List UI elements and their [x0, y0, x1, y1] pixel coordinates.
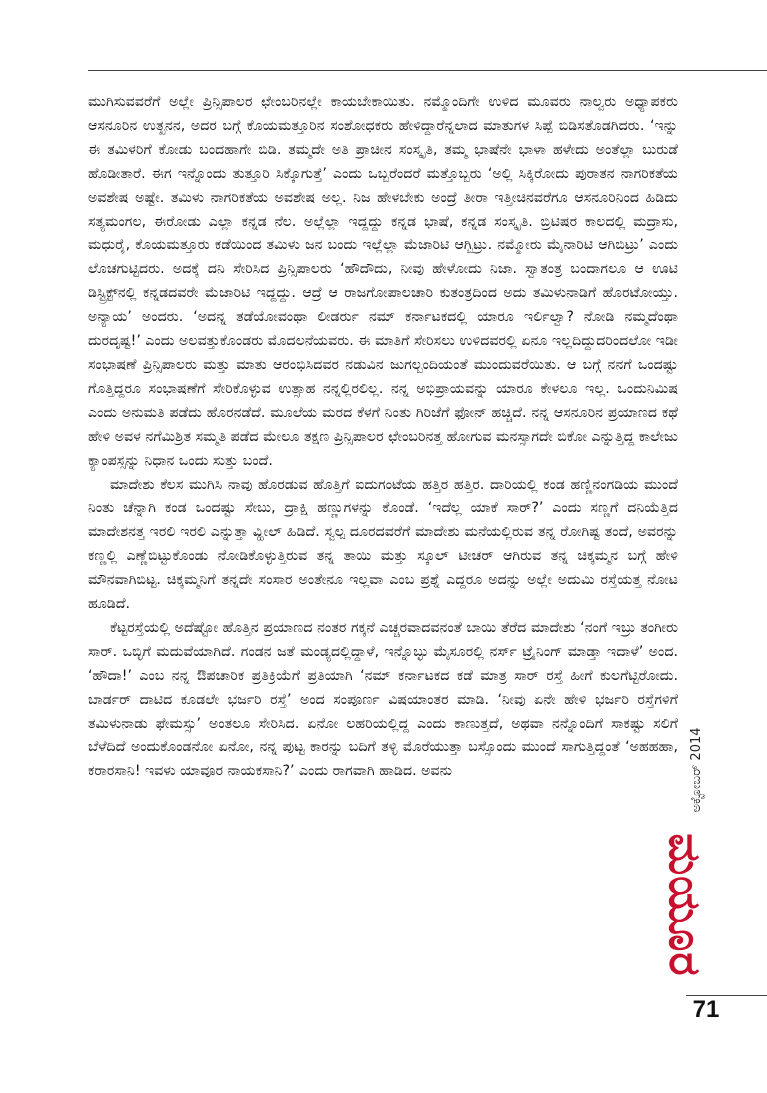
issue-date: ಅಕ್ಟೋಬರ್ 2014: [689, 727, 704, 813]
page-number: 71: [692, 996, 720, 1023]
article-paragraph-2: ಮಾದೇಶು ಕೆಲಸ ಮುಗಿಸಿ ನಾವು ಹೊರಡುವ ಹೊತ್ತಿಗೆ ಐದುಗಂಟೆಯ ಹತ್ತಿರ ಹತ್ತಿರ. ದಾರಿಯಲ್ಲಿ ಕಂಡ ಹಣ್ಣಿನಂಗಡಿಯ ಮುಂದೆ ನಿಂತು ಚೆನ್ನಾಗಿ ಕಂಡ ಒಂದಷ್ಟು ಸೇಬು, ದ್ರಾಕ್ಷಿ ಹಣ್ಣುಗಳನ್ನು ಕೊಂಡೆ. ‘ಇದೆಲ್ಲ ಯಾಕೆ ಸಾರ್?’ ಎಂದು ಸಣ್ಣಗೆ ದನಿಯೆತ್ತಿದ ಮಾದೇಶನತ್ತ ಇರಲಿ ಇರಲಿ ಎನ್ನುತ್ತಾ ವ್ಹೀಲ್ ಹಿಡಿದೆ. ಸ್ವಲ್ಪ ದೂರದವರೆಗೆ ಮಾದೇಶು ಮನೆಯಲ್ಲಿರುವ ತನ್ನ ರೋಗಿಷ್ಟ ತಂದೆ, ಅವರನ್ನು ಕಣ್ಣಲ್ಲಿ ಎಣ್ಣೆಬಿಟ್ಟುಕೊಂಡು ನೋಡಿಕೊಳ್ಳುತ್ತಿರುವ ತನ್ನ ತಾಯಿ ಮತ್ತು ಸ್ಕೂಲ್ ಟೀಚರ್ ಆಗಿರುವ ತನ್ನ ಚಿಕ್ಕಮ್ಮನ ಬಗ್ಗೆ ಹೇಳಿ ಮೌನವಾಗಿಬಿಟ್ಟ. ಚಿಕ್ಕಮ್ಮನಿಗೆ ತನ್ನದೇ ಸಂಸಾರ ಅಂತೇನೂ ಇಲ್ಲವಾ ಎಂಬ ಪ್ರಶ್ನೆ ಎದ್ದರೂ ಅದನ್ನು ಅಲ್ಲೇ ಅದುಮಿ ರಸ್ತೆಯತ್ತ ನೋಟ ಹೂಡಿದೆ.: [88, 476, 678, 613]
header-rule: [88, 70, 767, 71]
article-paragraph-1: ಮುಗಿಸುವವರೆಗೆ ಅಲ್ಲೇ ಪ್ರಿನ್ಸಿಪಾಲರ ಛೇಂಬರಿನಲ್ಲೇ ಕಾಯಬೇಕಾಯಿತು. ನಮ್ಮೊಂದಿಗೇ ಉಳಿದ ಮೂವರು ನಾಲ್ವರು ಅಧ್ಯಾಪಕರು ಆಸನೂರಿನ ಉತ್ಖನನ, ಅದರ ಬಗ್ಗೆ ಕೊಯಮತ್ತೂರಿನ ಸಂಶೋಧಕರು ಹೇಳಿದ್ದಾರೆನ್ನಲಾದ ಮಾತುಗಳ ಸಿಪ್ಪೆ ಬಿಡಿಸತೊಡಗಿದರು. ‘ಇನ್ನು ಈ ತಮಿಳರಿಗೆ ಕೋಡು ಬಂದಹಾಗೇ ಬಿಡಿ. ತಮ್ಮದೇ ಅತಿ ಪ್ರಾಚೀನ ಸಂಸ್ಕೃತಿ, ತಮ್ಮ ಭಾಷೆನೇ ಭಾಳಾ ಹಳೇದು ಅಂತೆಲ್ಲಾ ಬುರುಡೆ ಹೊಡೀತಾರೆ. ಈಗ ಇನ್ನೊಂದು ತುತ್ತೂರಿ ಸಿಕ್ಕೊಗುತ್ತೆ’ ಎಂದು ಒಬ್ಬರೆಂದರೆ ಮತ್ತೊಬ್ಬರು ‘ಅಲ್ಲಿ ಸಿಕ್ಕಿರೋದು ಪುರಾತನ ನಾಗರಿಕತೆಯ ಅವಶೇಷ ಅಷ್ಟೇ. ತಮಿಳು ನಾಗರಿಕತೆಯ ಅವಶೇಷ ಅಲ್ಲ. ನಿಜ ಹೇಳಬೇಕು ಅಂದ್ರೆ ತೀರಾ ಇತ್ತೀಚಿನವರೆಗೂ ಆಸನೂರಿನಿಂದ ಹಿಡಿದು ಸತ್ಯಮಂಗಲ, ಈರೋಡು ಎಲ್ಲಾ ಕನ್ನಡ ನೆಲ. ಅಲ್ಲೆಲ್ಲಾ ಇದ್ದದ್ದು ಕನ್ನಡ ಭಾಷೆ, ಕನ್ನಡ ಸಂಸ್ಕೃತಿ. ಬ್ರಿಟಿಷರ ಕಾಲದಲ್ಲಿ ಮದ್ರಾಸು, ಮಧುರೈ, ಕೊಯಮತ್ತೂರು ಕಡೆಯಿಂದ ತಮಿಳು ಜನ ಬಂದು ಇಲ್ಲೆಲ್ಲಾ ಮೆಜಾರಿಟಿ ಆಗ್ಬಿಟ್ರು. ನಮ್ಮೋರು ಮೈನಾರಿಟಿ ಆಗಿಬಿಟ್ರು’ ಎಂದು ಲೊಚಗುಟ್ಟಿದರು. ಅದಕ್ಕೆ ದನಿ ಸೇರಿಸಿದ ಪ್ರಿನ್ಸಿಪಾಲರು ‘ಹೌದೌದು, ನೀವು ಹೇಳೋದು ನಿಜಾ. ಸ್ವಾತಂತ್ರ ಬಂದಾಗಲೂ ಆ ಊಟಿ ಡಿಸ್ಟ್ರಿಕ್ಟ್‌ನಲ್ಲಿ ಕನ್ನಡದವರೇ ಮೆಜಾರಿಟಿ ಇದ್ದದ್ದು. ಆದ್ರೆ ಆ ರಾಜಗೋಪಾಲಚಾರಿ ಕುತಂತ್ರದಿಂದ ಅದು ತಮಿಳುನಾಡಿಗೆ ಹೊರಟೋಯ್ತು. ಅನ್ಯಾಯ’ ಅಂದರು. ‘ಅದನ್ನ ತಡೆಯೋವಂಥಾ ಲೀಡರ್ರು ನಮ್ ಕರ್ನಾಟಕದಲ್ಲಿ ಯಾರೂ ಇರ್ಲಿಲ್ವಾ? ನೋಡಿ ನಮ್ಮದೆಂಥಾ ದುರದೃಷ್ಟ!’ ಎಂದು ಅಲವತ್ತುಕೊಂಡರು ಮೊದಲನೆಯವರು. ಈ ಮಾತಿಗೆ ಸೇರಿಸಲು ಉಳಿದವರಲ್ಲಿ ಏನೂ ಇಲ್ಲದಿದ್ದುದರಿಂದಲೋ ಇಡೀ ಸಂಭಾಷಣೆ ಪ್ರಿನ್ಸಿಪಾಲರು ಮತ್ತು ಮಾತು ಆರಂಭಿಸಿದವರ ನಡುವಿನ ಜುಗಲ್ಬಂದಿಯಂತೆ ಮುಂದುವರೆಯಿತು. ಆ ಬಗ್ಗೆ ನನಗೆ ಒಂದಷ್ಟು ಗೊತ್ತಿದ್ದರೂ ಸಂಭಾಷಣೆಗೆ ಸೇರಿಕೊಳ್ಳುವ ಉತ್ಸಾಹ ನನ್ನಲ್ಲಿರಲಿಲ್ಲ. ನನ್ನ ಅಭಿಪ್ರಾಯವನ್ನು ಯಾರೂ ಕೇಳಲೂ ಇಲ್ಲ. ಒಂದುನಿಮಿಷ ಎಂದು ಅನುಮತಿ ಪಡೆದು ಹೊರನಡೆದೆ. ಮೂಲೆಯ ಮರದ ಕೆಳಗೆ ನಿಂತು ಗಿರಿಜೆಗೆ ಫೋನ್ ಹಚ್ಚಿದೆ. ನನ್ನ ಆಸನೂರಿನ ಪ್ರಯಾಣದ ಕಥೆ ಹೇಳಿ ಅವಳ ನಗೆಮಿಶ್ರಿತ ಸಮ್ಮತಿ ಪಡೆದ ಮೇಲೂ ತಕ್ಷಣ ಪ್ರಿನ್ಸಿಪಾಲರ ಛೇಂಬರಿನತ್ತ ಹೋಗುವ ಮನಸ್ಸಾಗದೇ ಬಿಕೋ ಎನ್ನುತ್ತಿದ್ದ ಕಾಲೇಜು ಕ್ಯಾಂಪಸ್ಸನ್ನು ನಿಧಾನ ಒಂದು ಸುತ್ತು ಬಂದೆ.: [88, 94, 678, 469]
magazine-logo: ಮಯೂರ: [659, 833, 710, 977]
article-paragraph-3: ಕೆಟ್ಟರಸ್ತೆಯಲ್ಲಿ ಅದೆಷ್ಟೋ ಹೊತ್ತಿನ ಪ್ರಯಾಣದ ನಂತರ ಗಕ್ಕನೆ ಎಚ್ಚರವಾದವನಂತೆ ಬಾಯಿ ತೆರೆದ ಮಾದೇಶು ‘ನಂಗೆ ಇಬ್ರು ತಂಗೀರು ಸಾರ್. ಒಬ್ಳಿಗೆ ಮದುವೆಯಾಗಿದೆ. ಗಂಡನ ಜತೆ ಮಂಡ್ಯದಲ್ಲಿದ್ದಾಳೆ, ಇನ್ನೊಬ್ಳು ಮೈಸೂರಲ್ಲಿ ನರ್ಸ್ ಟ್ರೈನಿಂಗ್ ಮಾಡ್ತಾ ಇದಾಳೆ’ ಅಂದ. ‘ಹೌದಾ!’ ಎಂಬ ನನ್ನ ಔಪಚಾರಿಕ ಪ್ರತಿಕ್ರಿಯೆಗೆ ಪ್ರತಿಯಾಗಿ ‘ನಮ್ ಕರ್ನಾಟಕದ ಕಡೆ ಮಾತ್ರ ಸಾರ್ ರಸ್ತೆ ಹೀಗೆ ಕುಲಗೆಟ್ಟಿರೋದು. ಬಾರ್ಡರ್ ದಾಟಿದ ಕೂಡಲೇ ಭರ್ಜರಿ ರಸ್ತೆ’ ಅಂದ ಸಂಪೂರ್ಣ ವಿಷಯಾಂತರ ಮಾಡಿ. ‘ನೀವು ಏನೇ ಹೇಳಿ ಭರ್ಜರಿ ರಸ್ತೆಗಳಿಗೆ ತಮಿಳುನಾಡು ಫೇಮಸ್ಸು’ ಅಂತಲೂ ಸೇರಿಸಿದ. ಏನೋ ಲಹರಿಯಲ್ಲಿದ್ದ ಎಂದು ಕಾಣುತ್ತದೆ, ಅಥವಾ ನನ್ನೊಂದಿಗೆ ಸಾಕಷ್ಟು ಸಲಿಗೆ ಬೆಳೆದಿದೆ ಅಂದುಕೊಂಡನೋ ಏನೋ, ನನ್ನ ಪುಟ್ಟ ಕಾರನ್ನು ಬದಿಗೆ ತಳ್ಳಿ ಮೊರೆಯುತ್ತಾ ಬಸ್ಸೊಂದು ಮುಂದೆ ಸಾಗುತ್ತಿದ್ದಂತೆ ‘ಅಹಹಹಾ, ಕರಾರಸಾನಿ! ಇವಳು ಯಾವೂರ ನಾಯಕಸಾನಿ?’ ಎಂದು ರಾಗವಾಗಿ ಹಾಡಿದ. ಅವನು: [88, 619, 678, 780]
article-body: [88, 91, 678, 784]
